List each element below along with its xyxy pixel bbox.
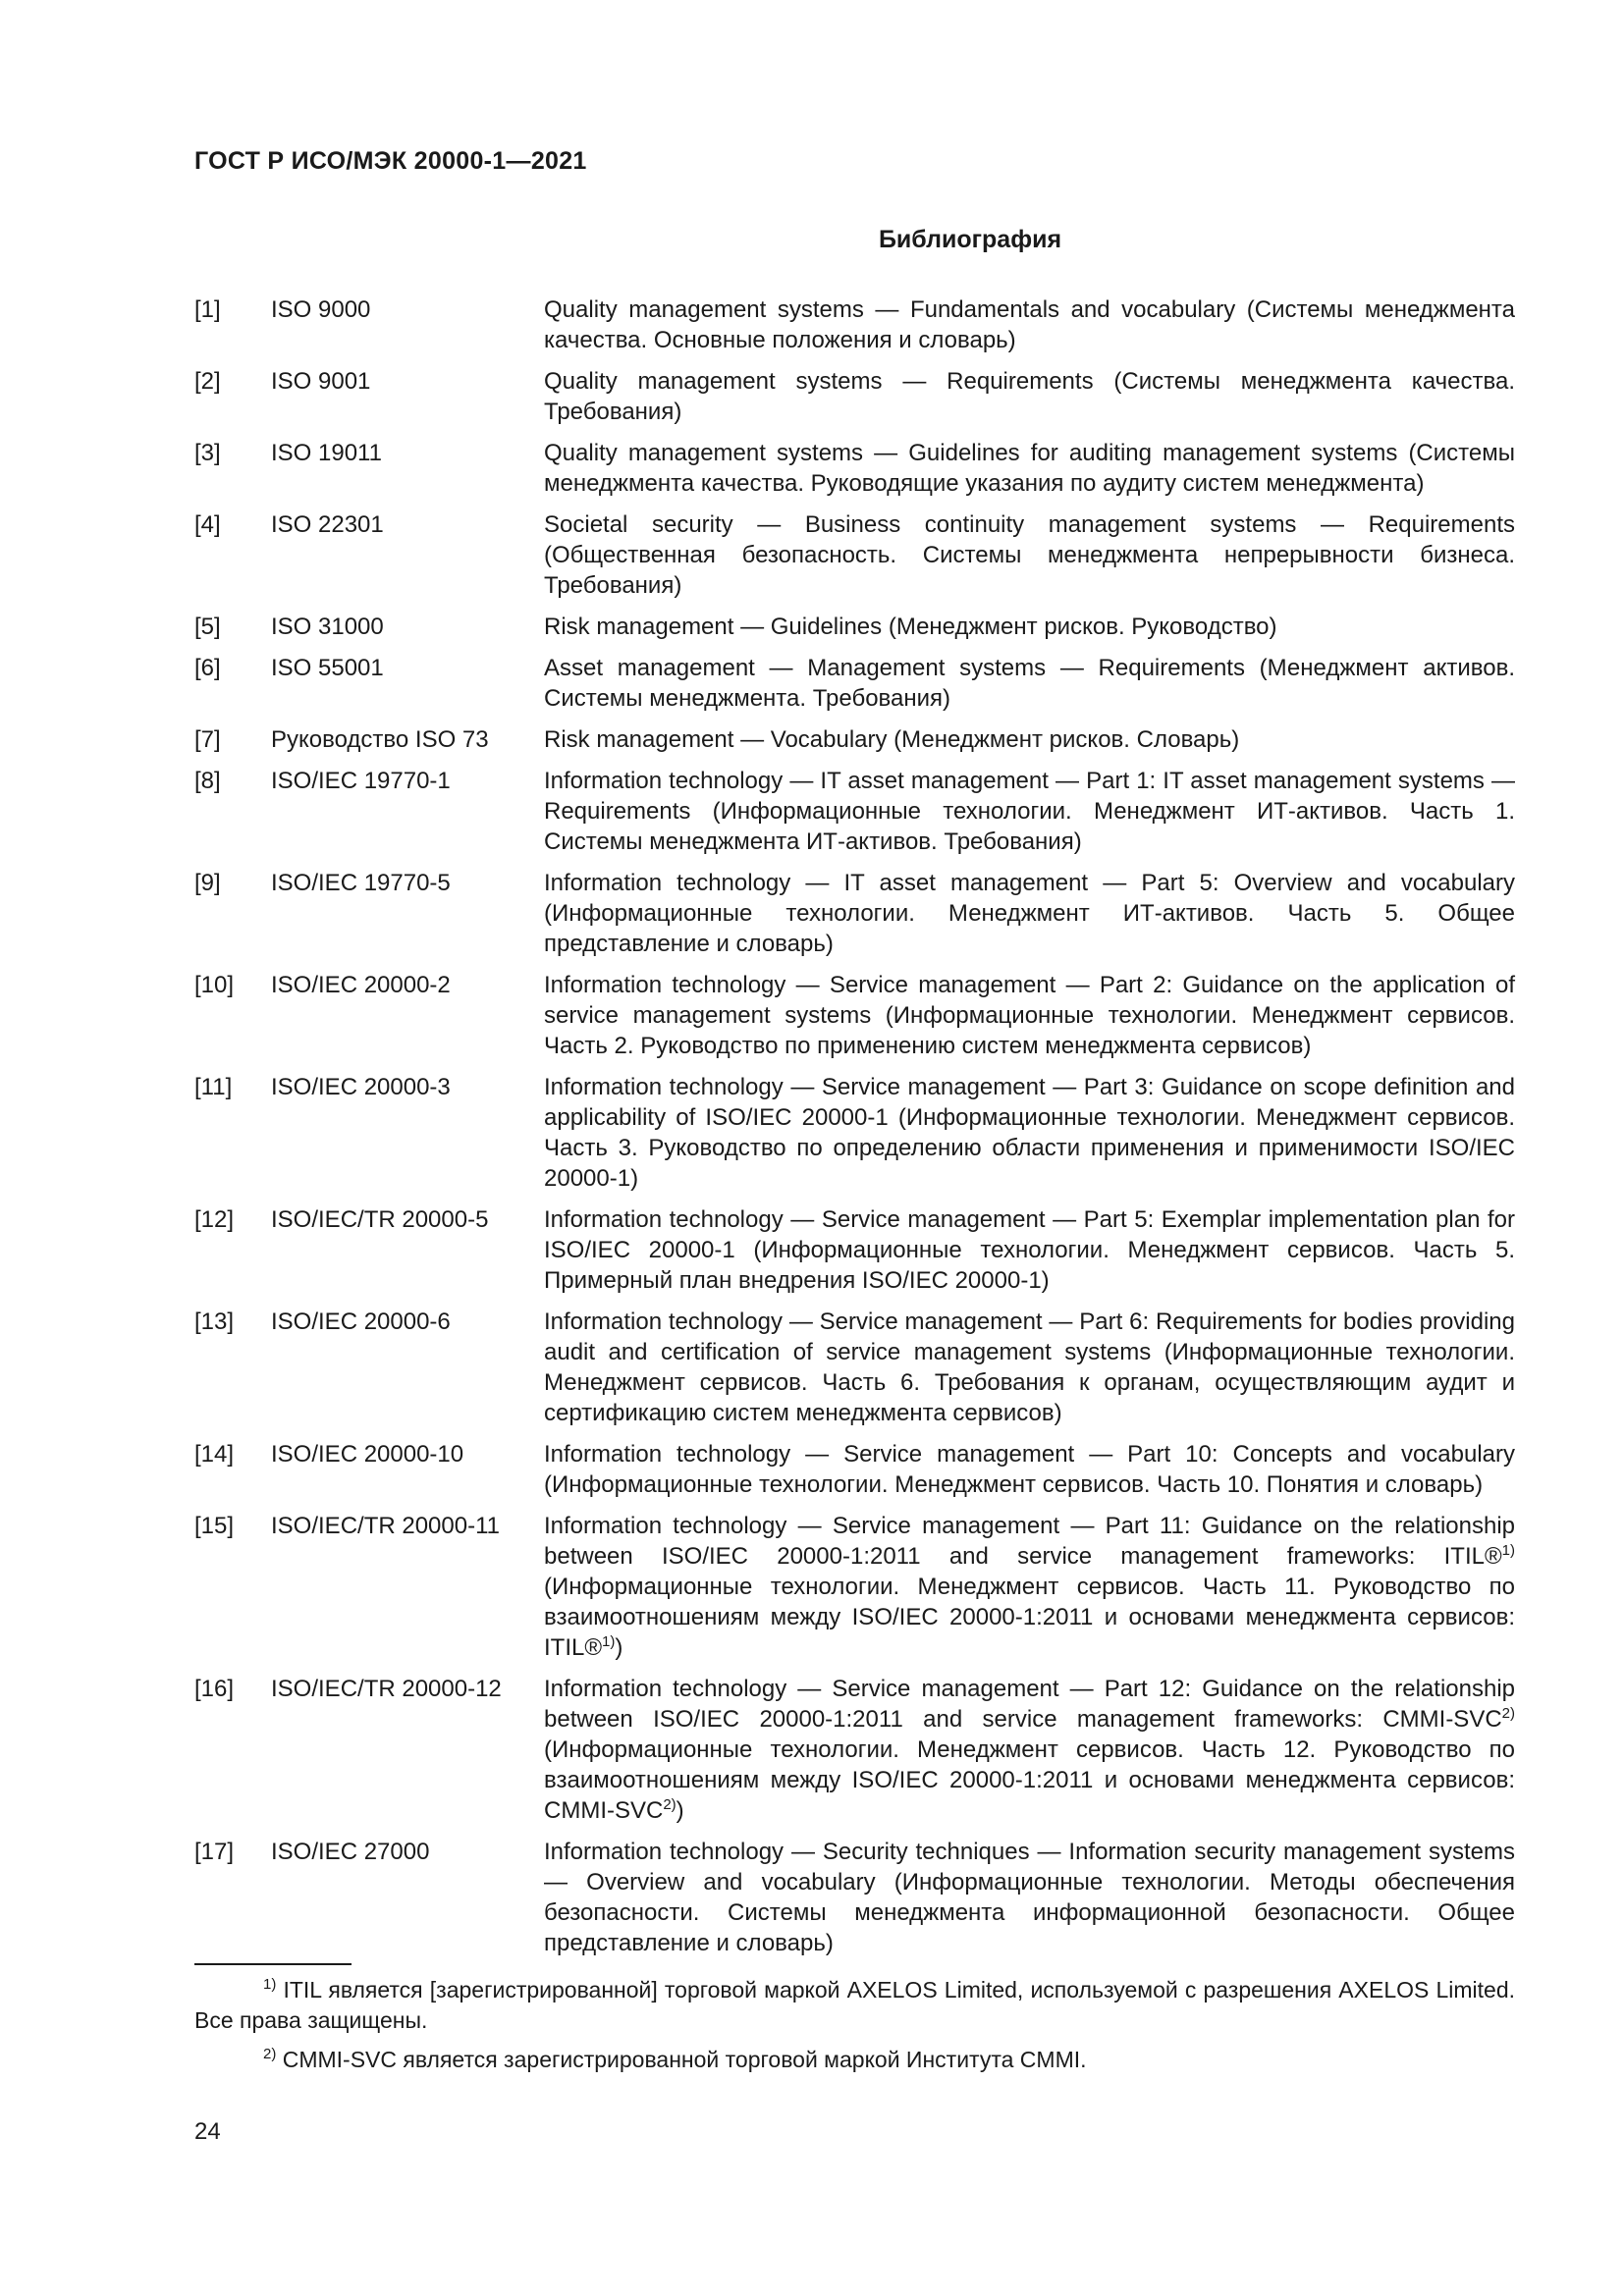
entry-number: [15] (194, 1513, 235, 1539)
entry-standard-code: ISO 9000 (271, 296, 371, 323)
footnote-reference: 1) (602, 1633, 616, 1650)
entry-standard-code: Руководство ISO 73 (271, 726, 489, 753)
footnote-divider (194, 1963, 352, 1965)
entry-description: Information technology — Service management — Part 10: Concepts and vocabulary (Информационные технологии. Менеджмент сервисов. Часть 10. Понятия и словарь) (544, 1441, 1515, 1498)
entry-standard-code: ISO/IEC 20000-2 (271, 972, 451, 998)
page-number: 24 (194, 2118, 221, 2145)
entry-description: Risk management — Guidelines (Менеджмент рисков. Руководство) (544, 614, 1277, 640)
entry-description-text: (Информационные технологии. Менеджмент сервисов. Часть 12. Руководство по взаимоотношениям между ISO/IEC 20000-1:2011 и основами менеджмента сервисов: CMMI-SVC (544, 1736, 1515, 1824)
entry-description: Information technology — Service management — Part 5: Exemplar implementation plan for ISO/IEC 20000-1 (Информационные технологии. Менеджмент сервисов. Часть 5. Примерный план внедрения ISO/IEC 20000-1) (544, 1206, 1515, 1294)
entry-number: [9] (194, 870, 221, 896)
document-header: ГОСТ Р ИСО/МЭК 20000-1—2021 (194, 147, 587, 175)
footnote-text: ITIL является [зарегистрированной] торговой маркой AXELOS Limited, используемой с разрешения AXELOS Limited. Все права защищены. (194, 1977, 1515, 2033)
bibliography-entry (194, 612, 1515, 642)
bibliography-entry (194, 724, 1515, 755)
bibliography-entry (194, 868, 1515, 959)
bibliography-entry (194, 1072, 1515, 1194)
entry-description: Quality management systems — Requirements (Системы менеджмента качества. Требования) (544, 368, 1515, 425)
bibliography-list (194, 294, 1515, 1969)
entry-standard-code: ISO 22301 (271, 511, 384, 538)
bibliography-entry (194, 1837, 1515, 1958)
bibliography-entry (194, 1307, 1515, 1428)
entry-description: Information technology — Security techniques — Information security management systems — Overview and vocabulary (Информационные технологии. Методы обеспечения безопасности. Системы менеджмента информационной безопасности. Общее представление и словарь) (544, 1839, 1515, 1956)
bibliography-entry (194, 438, 1515, 499)
entry-standard-code: ISO/IEC/TR 20000-11 (271, 1513, 500, 1539)
entry-standard-code: ISO 55001 (271, 655, 384, 681)
footnote-mark: 2) (263, 2046, 277, 2062)
footnote-mark: 1) (263, 1976, 277, 1993)
entry-number: [3] (194, 440, 221, 466)
entry-description: Information technology — Service management — Part 6: Requirements for bodies providing audit and certification of service management systems (Информационные технологии. Менеджмент сервисов. Часть 6. Требования к органам, осуществляющим аудит и сертификацию систем менеджмента сервисов) (544, 1308, 1515, 1426)
entry-standard-code: ISO/IEC 20000-10 (271, 1441, 464, 1468)
entry-number: [2] (194, 368, 221, 395)
bibliography-entry (194, 1511, 1515, 1663)
entry-description: Risk management — Vocabulary (Менеджмент рисков. Словарь) (544, 726, 1240, 753)
entry-standard-code: ISO/IEC/TR 20000-12 (271, 1676, 502, 1702)
entry-number: [5] (194, 614, 221, 640)
entry-description: Information technology — Service management — Part 3: Guidance on scope definition and applicability of ISO/IEC 20000-1 (Информационные технологии. Менеджмент сервисов. Часть 3. Руководство по определению области применения и применимости ISO/IEC 20000-1) (544, 1074, 1515, 1192)
footnote-reference: 2) (663, 1796, 677, 1813)
entry-number: [16] (194, 1676, 235, 1702)
entry-description: Quality management systems — Fundamentals and vocabulary (Системы менеджмента качества. Основные положения и словарь) (544, 296, 1515, 353)
footnote-reference: 2) (1501, 1705, 1515, 1722)
bibliography-entry (194, 366, 1515, 427)
bibliography-entry (194, 1204, 1515, 1296)
entry-description-text: Information technology — Service management — Part 12: Guidance on the relationship between ISO/IEC 20000-1:2011 and service management frameworks: CMMI-SVC (544, 1676, 1515, 1733)
entry-number: [12] (194, 1206, 235, 1233)
footnote-reference: 1) (1501, 1542, 1515, 1559)
bibliography-entry (194, 294, 1515, 355)
entry-description (544, 1511, 1515, 1663)
section-title: Библиография (878, 226, 1062, 253)
entry-description: Information technology — IT asset management — Part 5: Overview and vocabulary (Информационные технологии. Менеджмент ИТ-активов. Часть 5. Общее представление и словарь) (544, 870, 1515, 957)
footnote-text: CMMI-SVC является зарегистрированной торговой маркой Института CMMI. (276, 2047, 1087, 2072)
entry-description: Asset management — Management systems — Requirements (Менеджмент активов. Системы менеджмента. Требования) (544, 655, 1515, 712)
entry-number: [6] (194, 655, 221, 681)
entry-description (544, 1674, 1515, 1826)
entry-standard-code: ISO 9001 (271, 368, 371, 395)
entry-standard-code: ISO 19011 (271, 440, 382, 466)
entry-number: [7] (194, 726, 221, 753)
entry-number: [13] (194, 1308, 235, 1335)
bibliography-entry (194, 653, 1515, 714)
entry-number: [1] (194, 296, 221, 323)
bibliography-entry (194, 1674, 1515, 1826)
entry-number: [17] (194, 1839, 235, 1865)
entry-description: Quality management systems — Guidelines for auditing management systems (Системы менеджмента качества. Руководящие указания по аудиту систем менеджмента) (544, 440, 1515, 497)
entry-description: Information technology — IT asset management — Part 1: IT asset management systems — Requirements (Информационные технологии. Менеджмент ИТ-активов. Часть 1. Системы менеджмента ИТ-активов. Требования) (544, 768, 1515, 855)
bibliography-entry (194, 970, 1515, 1061)
entry-description: Information technology — Service management — Part 2: Guidance on the application of service management systems (Информационные технологии. Менеджмент сервисов. Часть 2. Руководство по применению систем менеджмента сервисов) (544, 972, 1515, 1059)
entry-number: [11] (194, 1074, 233, 1100)
bibliography-entry (194, 1439, 1515, 1500)
entry-standard-code: ISO/IEC 19770-1 (271, 768, 451, 794)
entry-description: Societal security — Business continuity management systems — Requirements (Общественная безопасность. Системы менеджмента непрерывности бизнеса. Требования) (544, 511, 1515, 599)
entry-standard-code: ISO/IEC 20000-3 (271, 1074, 451, 1100)
entry-description-text: (Информационные технологии. Менеджмент сервисов. Часть 11. Руководство по взаимоотношениям между ISO/IEC 20000-1:2011 и основами менеджмента сервисов: ITIL® (544, 1574, 1515, 1661)
bibliography-entry (194, 766, 1515, 857)
entry-standard-code: ISO 31000 (271, 614, 384, 640)
entry-description-text: Information technology — Service management — Part 11: Guidance on the relationship between ISO/IEC 20000-1:2011 and service management frameworks: ITIL® (544, 1513, 1515, 1570)
entry-standard-code: ISO/IEC/TR 20000-5 (271, 1206, 489, 1233)
footnote (194, 1975, 1515, 2036)
entry-number: [14] (194, 1441, 235, 1468)
entry-standard-code: ISO/IEC 20000-6 (271, 1308, 451, 1335)
entry-standard-code: ISO/IEC 27000 (271, 1839, 430, 1865)
footnotes (194, 1975, 1515, 2084)
bibliography-entry (194, 509, 1515, 601)
entry-description-text: ) (676, 1797, 684, 1824)
entry-description-text: ) (615, 1634, 623, 1661)
entry-number: [10] (194, 972, 235, 998)
entry-number: [4] (194, 511, 221, 538)
footnote (194, 2045, 1515, 2075)
entry-standard-code: ISO/IEC 19770-5 (271, 870, 451, 896)
entry-number: [8] (194, 768, 221, 794)
